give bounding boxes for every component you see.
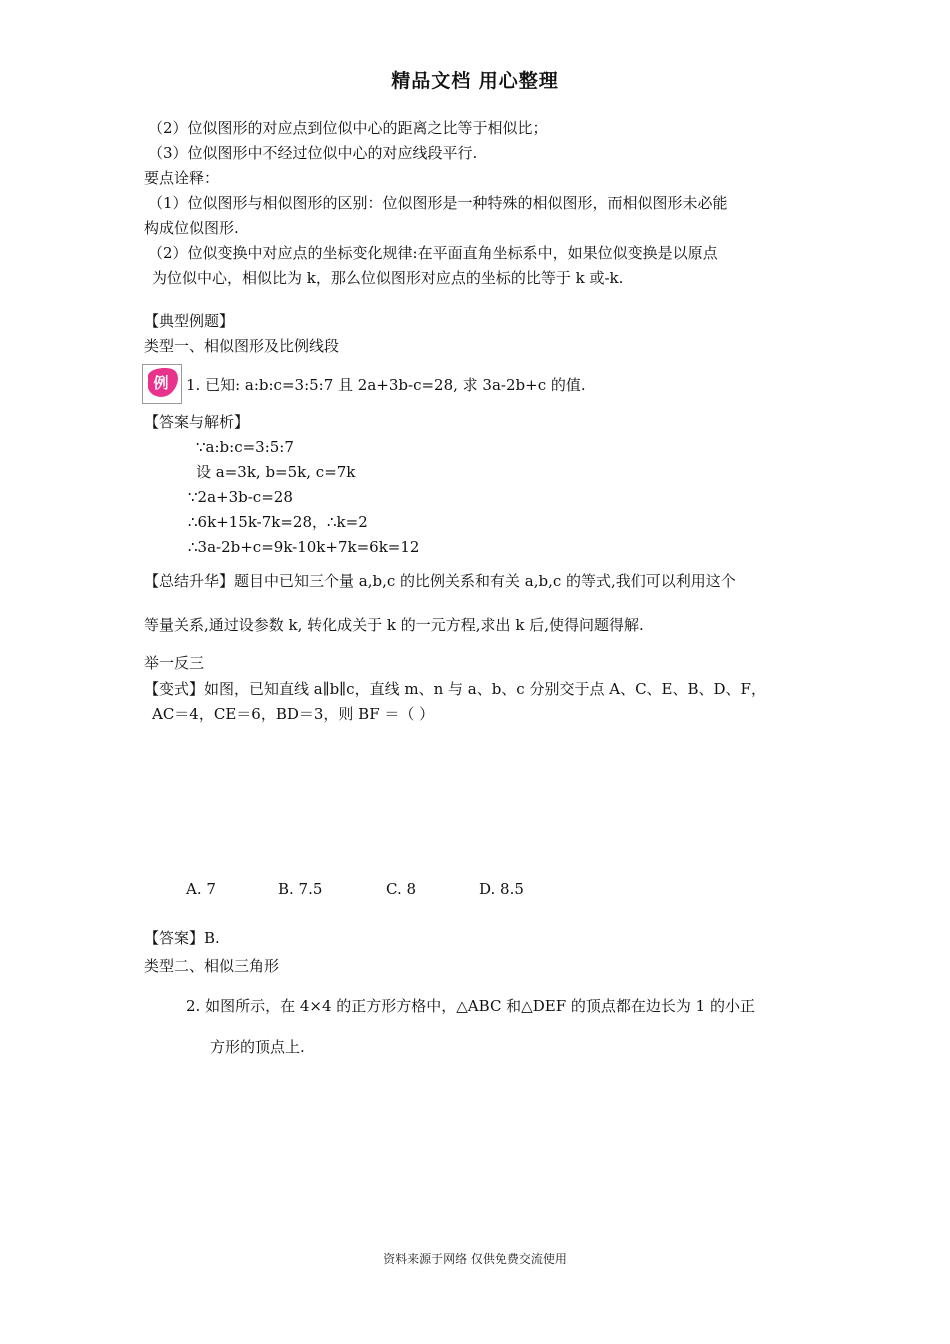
solution-line-1: ∵a:b:c=3:5:7 <box>196 438 294 456</box>
intro-point-2: （2）位似图形的对应点到位似中心的距离之比等于相似比； <box>148 119 548 137</box>
type-1-heading: 类型一、相似图形及比例线段 <box>144 337 340 355</box>
variant-answer: 【答案】B. <box>144 929 220 947</box>
solution-line-2: 设 a=3k, b=5k, c=7k <box>196 463 356 481</box>
examples-title: 【典型例题】 <box>144 312 235 330</box>
option-b: B. 7.5 <box>278 880 323 898</box>
question-1: 1. 已知: a:b:c=3:5:7 且 2a+3b-c=28, 求 3a-2b+c 的值. <box>186 376 586 394</box>
answer-title: 【答案与解析】 <box>144 413 250 431</box>
example-badge-icon <box>142 364 182 404</box>
key-point-1-line-2: 构成位似图形. <box>144 219 239 237</box>
solution-line-4: ∴6k+15k-7k=28，∴k=2 <box>188 513 368 531</box>
example-badge <box>142 364 182 404</box>
question-2-line-1: 2. 如图所示，在 4×4 的正方形方格中，△ABC 和△DEF 的顶点都在边长为 1 的小正 <box>186 997 755 1015</box>
intro-point-3: （3）位似图形中不经过位似中心的对应线段平行. <box>148 144 478 162</box>
key-points-title: 要点诠释： <box>144 169 220 187</box>
option-d: D. 8.5 <box>479 880 524 898</box>
question-2-line-2: 方形的顶点上. <box>210 1038 305 1056</box>
type-2-heading: 类型二、相似三角形 <box>144 957 280 975</box>
variant-line-1: 【变式】如图，已知直线 a∥b∥c，直线 m、n 与 a、b、c 分别交于点 A、C、E、B、D、F， <box>144 680 766 698</box>
option-c: C. 8 <box>386 880 417 898</box>
variant-line-2: AC＝4，CE＝6，BD＝3，则 BF ＝（ ） <box>152 705 435 723</box>
option-a: A. 7 <box>186 880 216 898</box>
summary-line-1: 【总结升华】题目中已知三个量 a,b,c 的比例关系和有关 a,b,c 的等式,我们可以利用这个 <box>144 572 736 590</box>
practice-heading: 举一反三 <box>144 654 205 672</box>
page-footer: 资料来源于网络 仅供免费交流使用 <box>383 1252 567 1266</box>
page-header: 精品文档 用心整理 <box>391 70 559 92</box>
key-point-1-line-1: （1）位似图形与相似图形的区别：位似图形是一种特殊的相似图形，而相似图形未必能 <box>148 194 728 212</box>
solution-line-3: ∵2a+3b-c=28 <box>188 488 293 506</box>
summary-line-2: 等量关系,通过设参数 k, 转化成关于 k 的一元方程,求出 k 后,使得问题得解. <box>144 616 644 634</box>
key-point-2-line-1: （2）位似变换中对应点的坐标变化规律:在平面直角坐标系中，如果位似变换是以原点 <box>148 244 718 262</box>
example-badge-text: 例 <box>153 374 169 392</box>
key-point-2-line-2: 为位似中心，相似比为 k，那么位似图形对应点的坐标的比等于 k 或-k. <box>152 269 624 287</box>
solution-line-5: ∴3a-2b+c=9k-10k+7k=6k=12 <box>188 538 420 556</box>
